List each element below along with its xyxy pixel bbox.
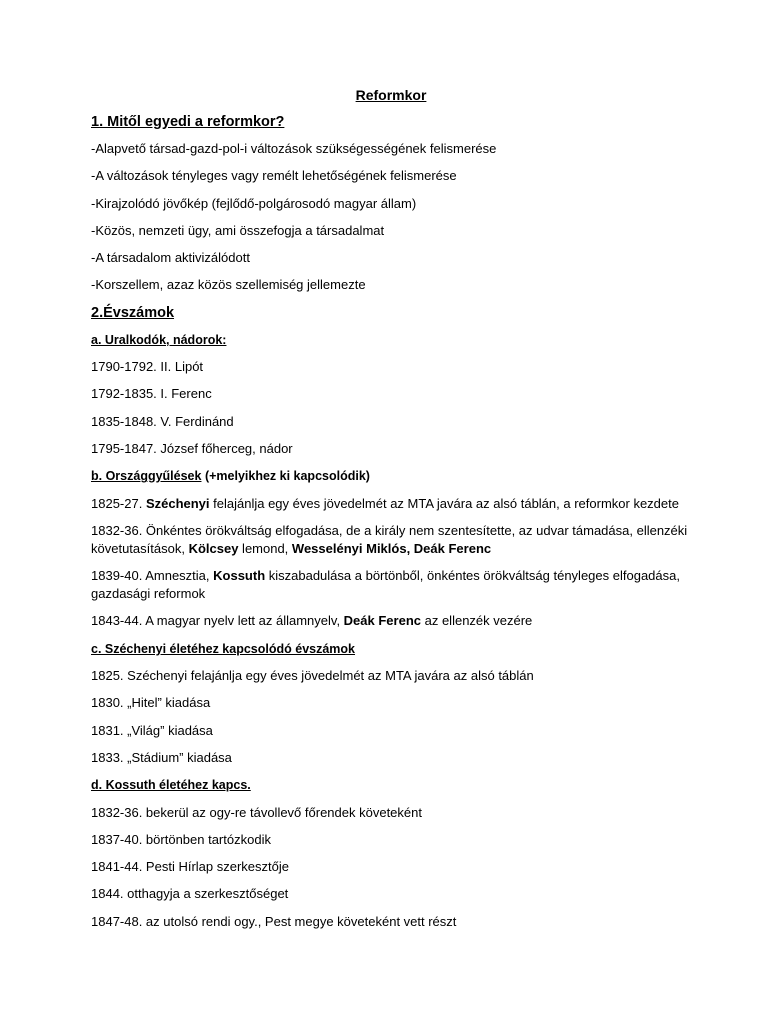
entry-text: kiszabadulása a börtönből, önkéntes örökváltság tényleges elfogadása, gazdasági reformok [91,568,680,602]
subsection-d-heading-text: d. Kossuth életéhez kapcs. [91,778,251,793]
entry-text: 1832-36. Önkéntes örökváltság elfogadása, de a király nem szentesítette, az udvar támadása, ellenzéki követutasítások, [91,522,688,556]
subsection-c-heading [91,640,691,658]
entry-text: 1839-40. Amnesztia, [91,568,214,584]
list-item: -A változások tényleges vagy remélt lehetőségének felismerése [91,168,457,184]
subsection-b-heading [91,467,691,485]
entry-text: 1825-27. [91,495,146,511]
entry-bold: Deák Ferenc [343,613,421,629]
document-body [91,86,691,940]
list-item: 1847-48. az utolsó rendi ogy., Pest megye követeként vett részt [91,913,457,929]
entry-text: az ellenzék vezére [421,613,533,629]
list-item: 1833. „Stádium” kiadása [91,749,232,765]
subsection-c-heading-text: c. Széchenyi életéhez kapcsolódó évszámok [91,641,356,656]
list-item [91,522,691,558]
list-item: -Korszellem, azaz közös szellemiség jellemezte [91,277,366,293]
list-item: -Közös, nemzeti ügy, ami összefogja a társadalmat [91,222,385,238]
entry-bold: Wesselényi Miklós, Deák Ferenc [291,540,492,556]
section-1-heading: 1. Mitől egyedi a reformkor? [91,114,285,130]
list-item [91,495,691,513]
list-item: -Alapvető társad-gazd-pol-i változások szükségességének felismerése [91,141,497,156]
list-item: 1841-44. Pesti Hírlap szerkesztője [91,859,289,875]
entry-bold: Kölcsey [188,540,239,556]
subsection-b-heading-rest: (+melyikhez ki kapcsolódik) [201,469,370,484]
list-item [91,567,691,603]
subsection-b-heading-underlined: b. Országgyűlések [91,469,202,484]
subsection-a-heading-text: a. Uralkodók, nádorok: [91,332,227,347]
list-item: 1831. „Világ” kiadása [91,722,213,738]
section-2-heading: 2.Évszámok [91,304,175,321]
list-item: 1837-40. börtönben tartózkodik [91,831,271,847]
list-item: 1790-1792. II. Lipót [91,359,204,375]
list-item [91,612,691,630]
entry-text: felajánlja egy éves jövedelmét az MTA javára az alsó táblán, a reformkor kezdete [209,495,679,511]
subsection-d-heading [91,776,691,794]
entry-text: 1843-44. A magyar nyelv lett az államnyelv, [91,613,344,629]
list-item: 1830. „Hitel” kiadása [91,695,211,711]
list-item: 1792-1835. I. Ferenc [91,386,212,402]
list-item: 1795-1847. József főherceg, nádor [91,440,293,456]
entry-text: lemond, [238,540,292,556]
list-item: 1844. otthagyja a szerkesztőséget [91,886,289,902]
list-item: -Kirajzolódó jövőkép (fejlődő-polgárosodó magyar állam) [91,195,417,211]
entry-bold: Széchenyi [145,495,210,511]
list-item: 1825. Széchenyi felajánlja egy éves jövedelmét az MTA javára az alsó táblán [91,668,534,684]
subsection-a-heading [91,331,691,349]
entry-bold: Kossuth [213,568,266,584]
document-title: Reformkor [355,87,427,103]
list-item: 1835-1848. V. Ferdinánd [91,413,234,429]
list-item: 1832-36. bekerül az ogy-re távollevő főrendek követeként [91,804,422,820]
list-item: -A társadalom aktivizálódott [91,250,250,266]
